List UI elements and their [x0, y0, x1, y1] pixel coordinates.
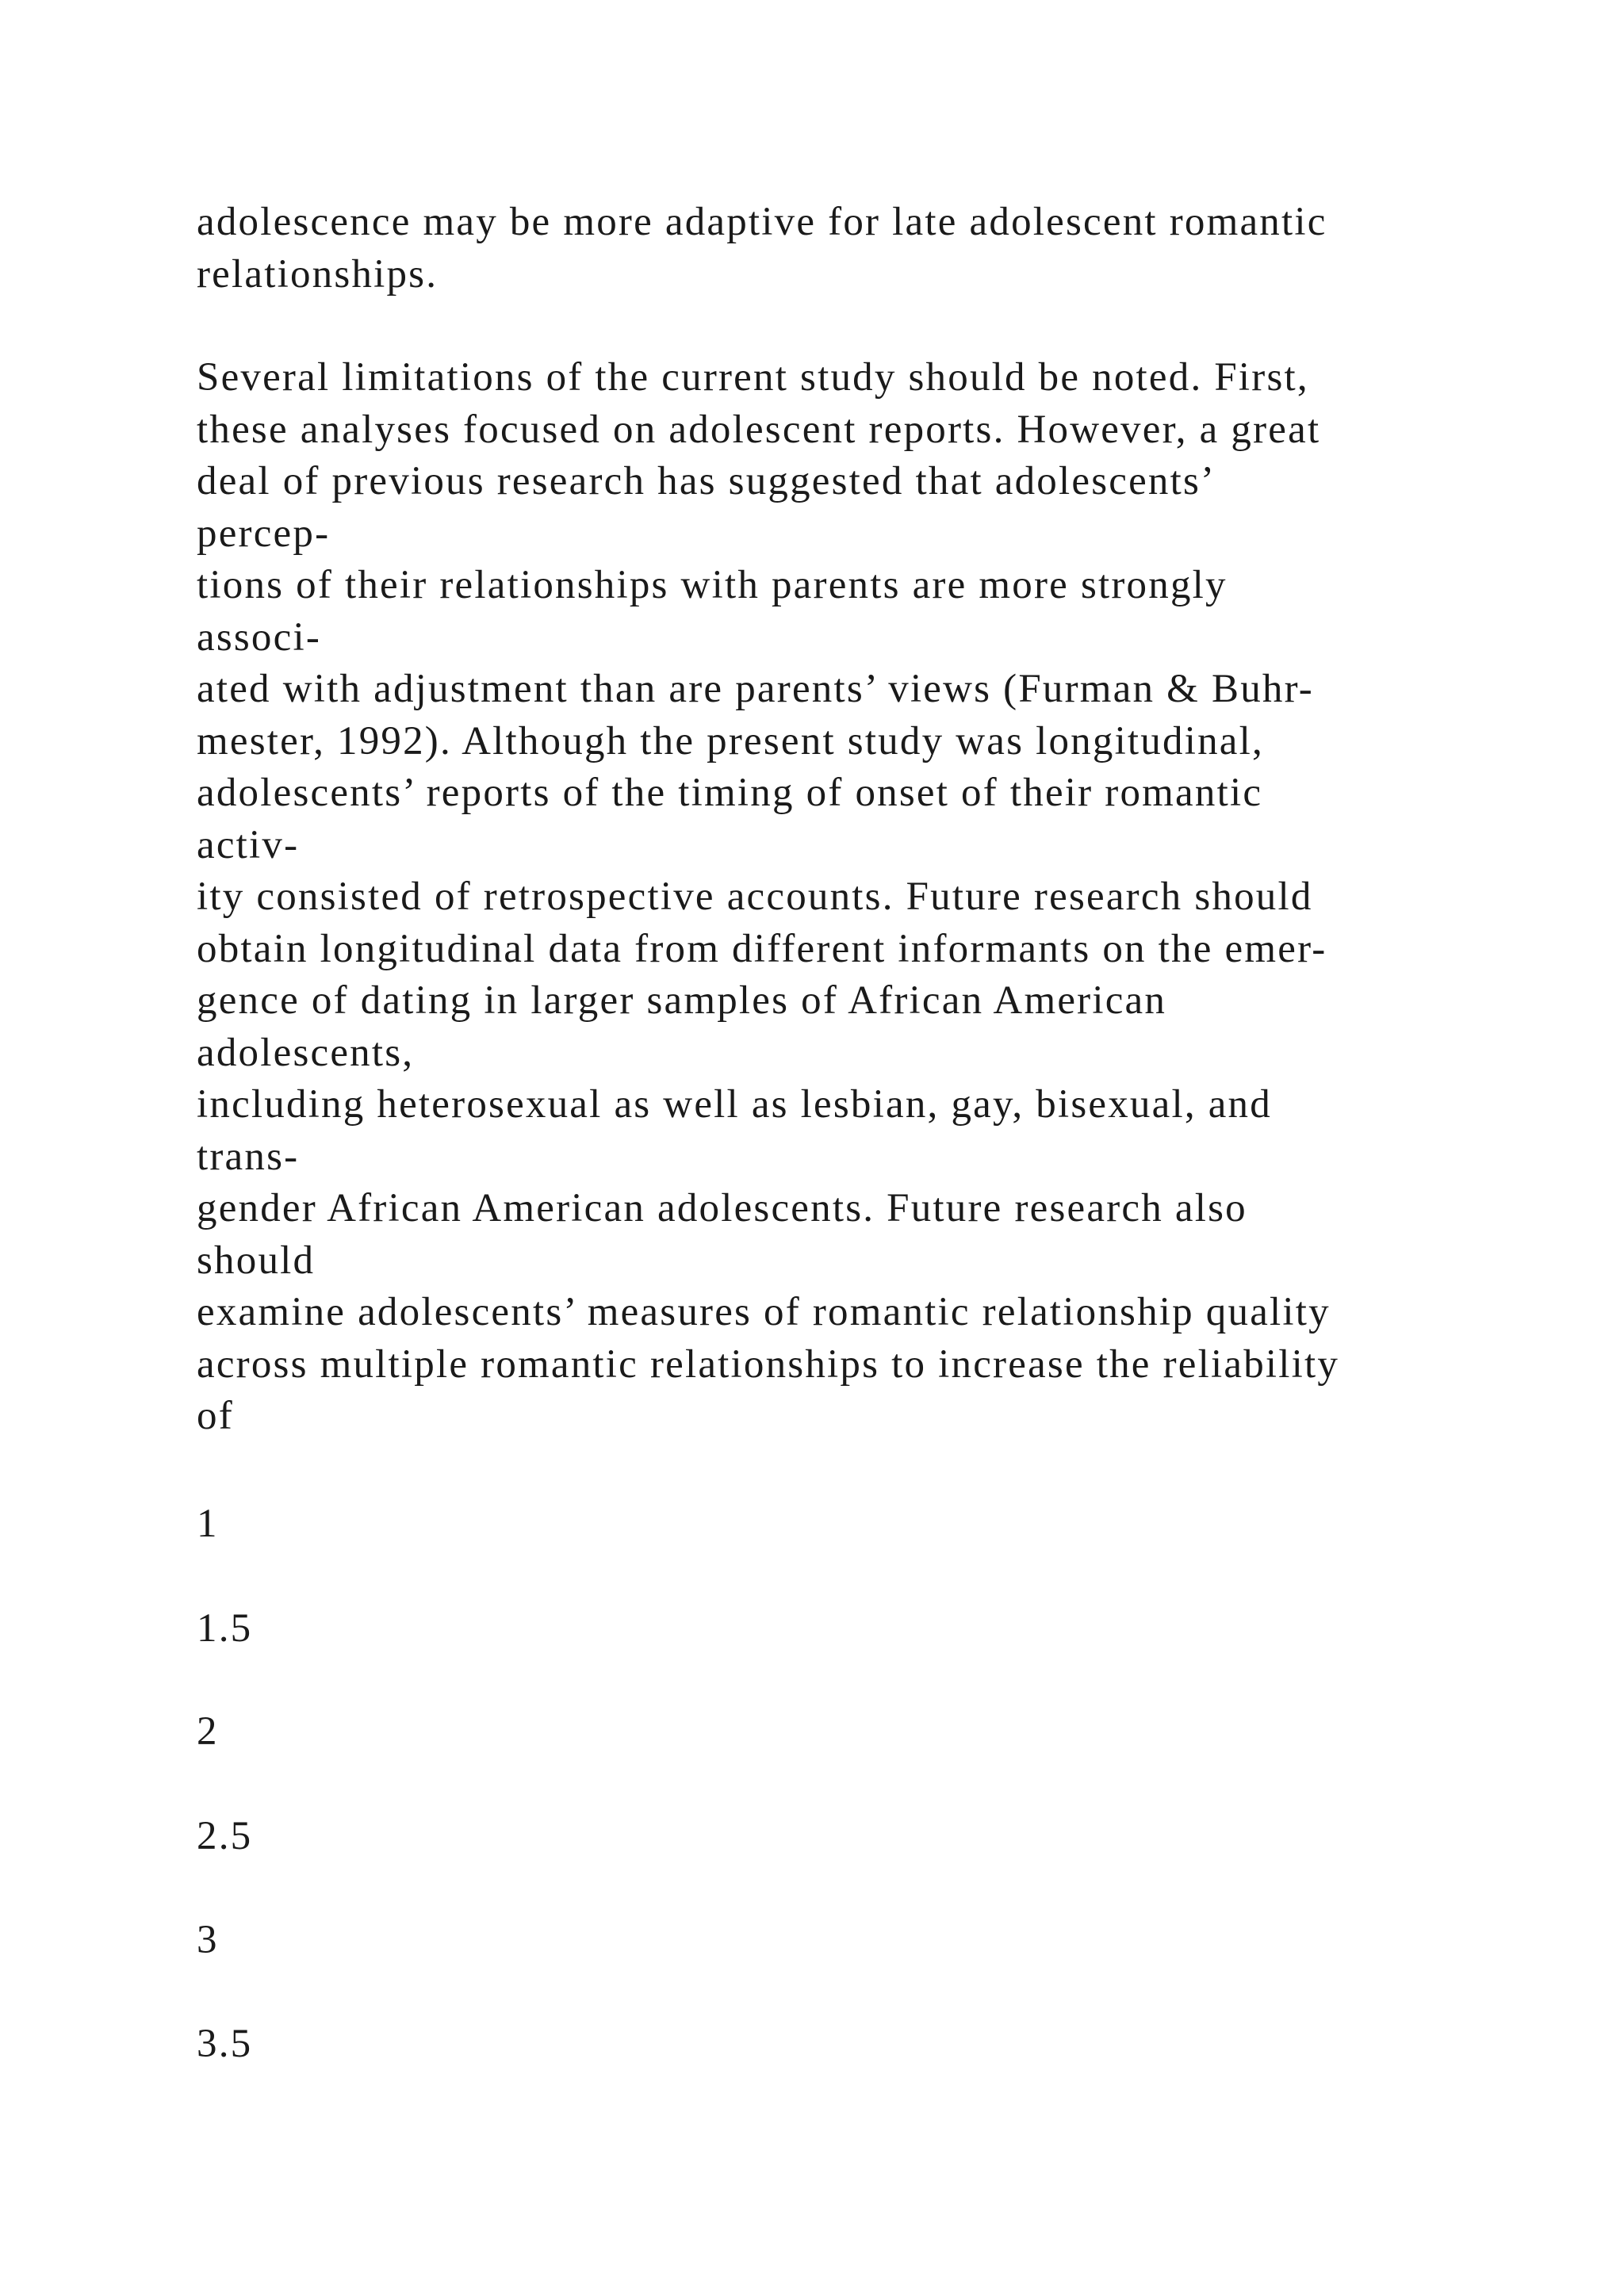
text-line: associ-: [197, 614, 322, 660]
text-line: mester, 1992). Although the present study was longitudinal,: [197, 718, 1264, 763]
text-line: tions of their relationships with parents are more strongly: [197, 563, 1228, 607]
paragraph-1: [197, 197, 1592, 300]
paragraph-2: [197, 352, 1592, 1443]
text-line: adolescence may be more adaptive for late adolescent romantic: [197, 200, 1327, 244]
number-label: 3.5: [197, 2022, 253, 2066]
text-line: adolescents’ reports of the timing of onset of their romantic: [197, 771, 1263, 815]
text-line: gender African American adolescents. Future research also: [197, 1186, 1247, 1230]
text-line: adolescents,: [197, 1030, 415, 1075]
text-line: Several limitations of the current study should be noted. First,: [197, 355, 1309, 400]
number-label: 3: [197, 1918, 219, 1962]
text-line: deal of previous research has suggested that adolescents’: [197, 459, 1216, 503]
text-line: examine adolescents’ measures of romantic relationship quality: [197, 1290, 1331, 1334]
text-line: across multiple romantic relationships to increase the reliability: [197, 1341, 1340, 1387]
number-label: 2.5: [197, 1814, 253, 1858]
text-line: relationships.: [197, 251, 439, 297]
text-line: trans-: [197, 1134, 300, 1179]
text-line: including heterosexual as well as lesbian, gay, bisexual, and: [197, 1082, 1272, 1127]
text-line: should: [197, 1238, 316, 1283]
number-label: 1: [197, 1502, 219, 1546]
text-line: ated with adjustment than are parents’ views (Furman & Buhr-: [197, 667, 1314, 711]
text-line: activ-: [197, 822, 300, 867]
text-line: gence of dating in larger samples of African American: [197, 978, 1167, 1023]
text-line: obtain longitudinal data from different informants on the emer-: [197, 926, 1327, 971]
text-line: percep-: [197, 511, 331, 556]
text-line: these analyses focused on adolescent reports. However, a great: [197, 407, 1321, 452]
text-line: ity consisted of retrospective accounts. Future research should: [197, 874, 1313, 919]
number-label: 2: [197, 1709, 219, 1754]
text-line: of: [197, 1394, 234, 1438]
number-label: 1.5: [197, 1606, 253, 1651]
